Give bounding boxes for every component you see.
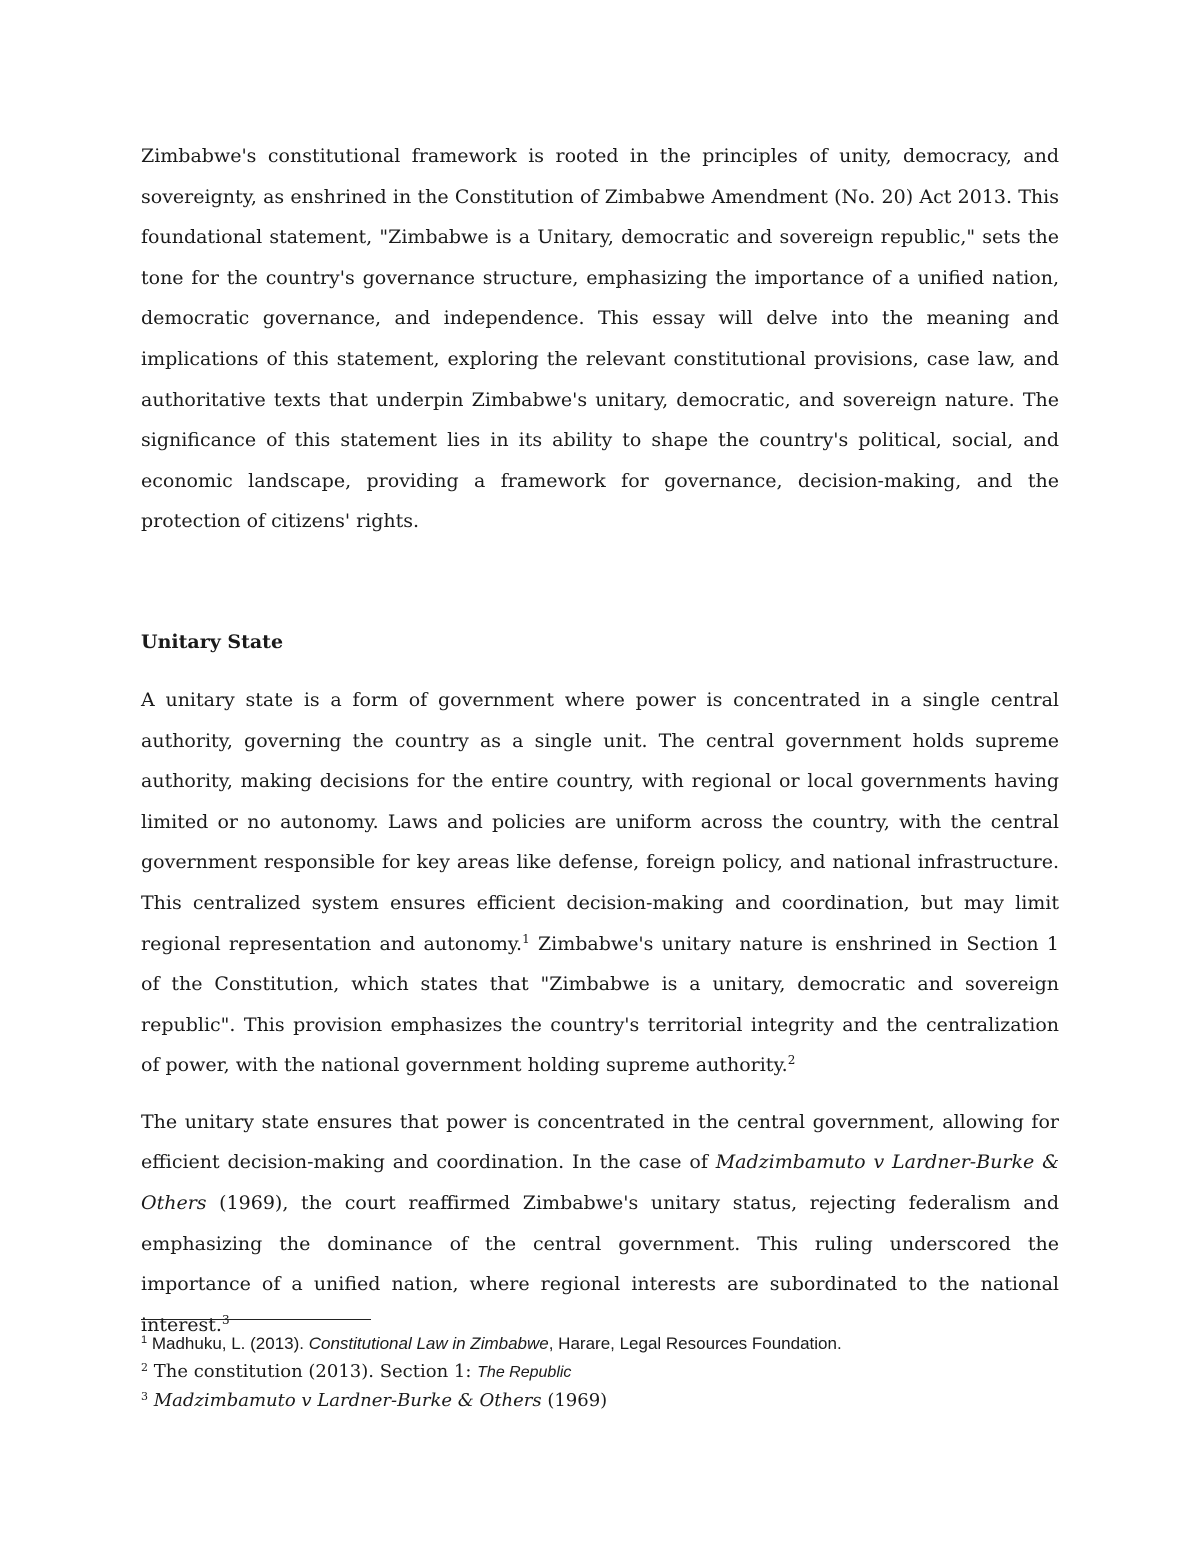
footnote-separator	[141, 1319, 371, 1320]
paragraph-spacer	[141, 1086, 1059, 1102]
footnote-2-title: The Republic	[477, 1364, 572, 1381]
section-heading: Unitary State	[141, 630, 284, 653]
footnote-1-text-b: , Harare, Legal Resources Foundation.	[548, 1334, 842, 1353]
footnote-3	[141, 1387, 1059, 1415]
footnote-3-title: Madzimbamuto v Lardner-Burke & Others	[153, 1390, 542, 1411]
footnote-1-number: 1	[141, 1334, 148, 1346]
footnote-3-number: 3	[141, 1390, 148, 1403]
footnote-ref-1[interactable]: 1	[522, 931, 530, 946]
footnote-1	[141, 1330, 1059, 1358]
footnote-2	[141, 1358, 1059, 1387]
footnote-2-number: 2	[141, 1361, 148, 1374]
unitary-paragraph-2-text-b: (1969), the court reaffirmed Zimbabwe's unitary status, rejecting federalism and emphasizing the dominance of the central government. This ruling underscored the importance of a unified nation, where regional interests are subordinated to the national interest.	[141, 1192, 1059, 1336]
footnote-1-text-a: Madhuku, L. (2013).	[147, 1334, 309, 1353]
case-name: Madzimbamuto v Lardner-Burke & Others	[141, 1151, 1060, 1215]
footnote-3-text-b: (1969)	[541, 1390, 608, 1411]
footnotes	[141, 1330, 1059, 1415]
intro-paragraph: Zimbabwe's constitutional framework is rooted in the principles of unity, democracy, and sovereignty, as enshrined in the Constitution of Zimbabwe Amendment (No. 20) Act 2013. This foundational statement, "Zimbabwe is a Unitary, democratic and sovereign republic," sets the tone for the country's governance structure, emphasizing the importance of a unified nation, democratic governance, and independence. This essay will delve into the meaning and implications of this statement, exploring the relevant constitutional provisions, case law, and authoritative texts that underpin Zimbabwe's unitary, democratic, and sovereign nature. The significance of this statement lies in its ability to shape the country's political, social, and economic landscape, providing a framework for governance, decision-making, and the protection of citizens' rights.	[141, 145, 1059, 533]
unitary-paragraph-1	[141, 680, 1059, 1086]
heading-spacer	[141, 662, 1059, 680]
unitary-paragraph-1-text-a: A unitary state is a form of government where power is concentrated in a single central authority, governing the country as a single unit. The central government holds supreme authority, making decisions for the entire country, with regional or local governments having limited or no autonomy. Laws and policies are uniform across the country, with the central government responsible for key areas like defense, foreign policy, and national infrastructure. This centralized system ensures efficient decision-making and coordination, but may limit regional representation and autonomy.	[141, 688, 1059, 955]
unitary-paragraph-1-text-b: Zimbabwe's unitary nature is enshrined in Section 1 of the Constitution, which states that "Zimbabwe is a unitary, democratic and sovereign republic". This provision emphasizes the country's territorial integrity and the centralization of power, with the national government holding supreme authority.	[141, 932, 1059, 1077]
unitary-paragraph-2-text-a: The unitary state ensures that power is concentrated in the central government, allowing for efficient decision-making and coordination. In the case of	[141, 1110, 1059, 1174]
unitary-paragraph-2	[141, 1102, 1059, 1346]
section-spacer	[141, 542, 1059, 622]
footnote-2-text-a: The constitution (2013). Section 1:	[148, 1361, 478, 1382]
footnote-ref-3[interactable]: 3	[221, 1312, 230, 1327]
footnote-1-title: Constitutional Law in Zimbabwe	[308, 1334, 549, 1353]
footnote-ref-2[interactable]: 2	[787, 1053, 796, 1068]
document-page	[141, 136, 1059, 1345]
